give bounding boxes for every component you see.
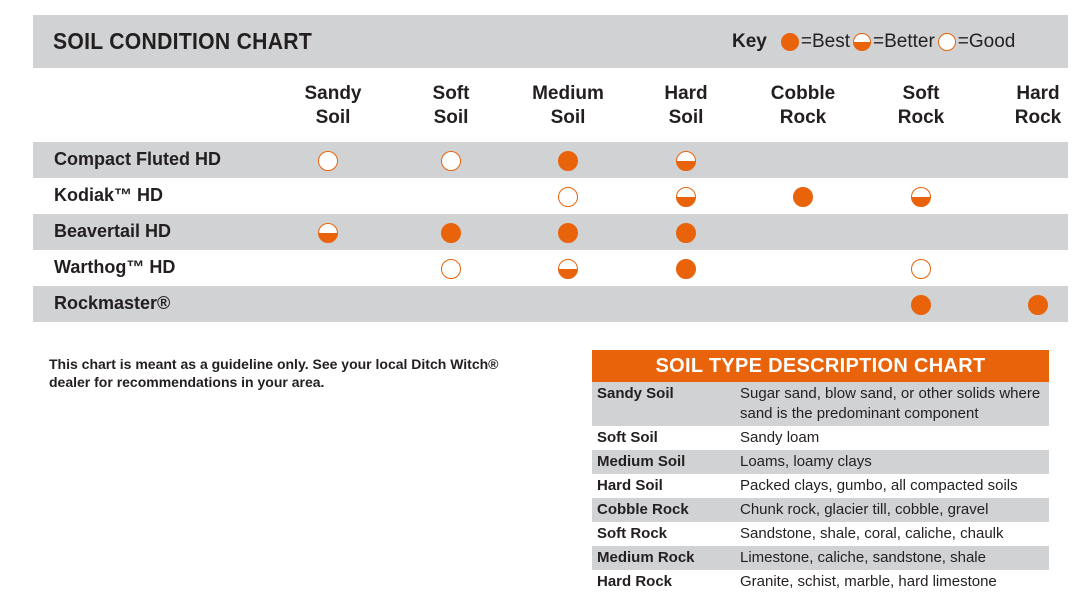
key-best-text: =Best <box>800 31 850 52</box>
rating-cell <box>676 259 696 279</box>
column-header <box>866 82 976 130</box>
description-row <box>592 522 1049 546</box>
description-row <box>592 570 1049 594</box>
rating-cell <box>441 259 461 279</box>
soil-type-name: Medium Soil <box>597 453 686 470</box>
column-header-line: Soil <box>433 107 469 128</box>
column-headers <box>0 82 1082 132</box>
description-rows <box>592 382 1049 594</box>
description-row <box>592 498 1049 522</box>
full-circle-icon <box>781 33 799 51</box>
column-header <box>513 82 623 130</box>
soil-type-description: Sugar sand, blow sand, or other solids where sand is the predominant component <box>740 385 1041 422</box>
column-header-line: Sandy <box>304 83 362 104</box>
column-header <box>748 82 858 130</box>
description-row <box>592 382 1049 426</box>
row-label: Rockmaster® <box>54 293 171 313</box>
guideline-note: This chart is meant as a guideline only. See your local Ditch Witch® dealer for recommendations in your area. <box>49 356 499 390</box>
rating-cell <box>558 259 578 279</box>
half-circle-icon <box>853 33 871 51</box>
description-row <box>592 450 1049 474</box>
rating-cell <box>1028 295 1048 315</box>
column-header <box>631 82 741 130</box>
soil-type-name: Cobble Rock <box>597 501 689 518</box>
column-header-line: Hard <box>664 83 708 104</box>
rating-cell <box>911 259 931 279</box>
column-header-line: Soil <box>315 107 351 128</box>
description-row <box>592 546 1049 570</box>
row-label: Beavertail HD <box>54 221 172 241</box>
full-circle-icon <box>1028 295 1048 315</box>
soil-type-description-chart <box>592 350 1049 594</box>
condition-row <box>33 142 1068 178</box>
condition-row <box>33 286 1068 322</box>
soil-type-name: Medium Rock <box>597 549 695 566</box>
rating-cell <box>676 187 696 207</box>
rating-cell <box>558 223 578 243</box>
key-good-text: =Good <box>957 31 1016 52</box>
rating-cell <box>676 151 696 171</box>
soil-type-name: Soft Soil <box>597 429 658 446</box>
column-header-line: Rock <box>897 107 945 128</box>
full-circle-icon <box>558 223 578 243</box>
soil-type-name: Hard Soil <box>597 477 663 494</box>
key-better-text: =Better <box>872 31 935 52</box>
condition-row <box>33 214 1068 250</box>
row-label: Warthog™ HD <box>54 257 176 277</box>
column-header-line: Medium <box>532 83 604 104</box>
column-header-line: Rock <box>779 107 827 128</box>
condition-row <box>33 250 1068 286</box>
rating-key <box>732 29 1015 55</box>
column-header <box>396 82 506 130</box>
soil-type-name: Soft Rock <box>597 525 668 542</box>
key-label: Key <box>732 31 767 52</box>
rating-cell <box>911 295 931 315</box>
key-item-better <box>853 31 935 53</box>
rating-cell <box>318 223 338 243</box>
description-chart-title: SOIL TYPE DESCRIPTION CHART <box>592 350 1049 382</box>
empty-circle-icon <box>558 187 578 207</box>
column-header <box>983 82 1082 130</box>
rating-cell <box>441 223 461 243</box>
chart-title: SOIL CONDITION CHART <box>53 28 313 54</box>
soil-type-description: Sandy loam <box>740 429 820 446</box>
empty-circle-icon <box>938 33 956 51</box>
soil-type-description: Limestone, caliche, sandstone, shale <box>740 549 986 566</box>
rating-cell <box>793 187 813 207</box>
soil-type-description: Loams, loamy clays <box>740 453 872 470</box>
rating-cell <box>318 151 338 171</box>
soil-type-description: Granite, schist, marble, hard limestone <box>740 573 997 590</box>
description-row <box>592 426 1049 450</box>
column-header <box>278 82 388 130</box>
description-row <box>592 474 1049 498</box>
chart-header <box>33 15 1068 68</box>
full-circle-icon <box>793 187 813 207</box>
soil-type-description: Chunk rock, glacier till, cobble, gravel <box>740 501 989 518</box>
empty-circle-icon <box>911 259 931 279</box>
rating-cell <box>911 187 931 207</box>
empty-circle-icon <box>441 151 461 171</box>
half-circle-icon <box>318 223 338 243</box>
empty-circle-icon <box>441 259 461 279</box>
column-header-line: Cobble <box>770 83 836 104</box>
row-label: Kodiak™ HD <box>54 185 164 205</box>
soil-type-name: Sandy Soil <box>597 385 674 402</box>
full-circle-icon <box>441 223 461 243</box>
row-label: Compact Fluted HD <box>54 149 222 169</box>
key-item-best <box>781 31 850 53</box>
full-circle-icon <box>558 151 578 171</box>
soil-type-name: Hard Rock <box>597 573 673 590</box>
rating-cell <box>676 223 696 243</box>
soil-type-description: Packed clays, gumbo, all compacted soils <box>740 477 1018 494</box>
half-circle-icon <box>558 259 578 279</box>
rating-cell <box>441 151 461 171</box>
column-header-line: Hard <box>1016 83 1060 104</box>
full-circle-icon <box>911 295 931 315</box>
column-header-line: Soft <box>432 83 470 104</box>
half-circle-icon <box>911 187 931 207</box>
column-header-line: Soft <box>902 83 940 104</box>
full-circle-icon <box>676 223 696 243</box>
soil-type-description: Sandstone, shale, coral, caliche, chaulk <box>740 525 1004 542</box>
condition-row <box>33 178 1068 214</box>
rating-cell <box>558 187 578 207</box>
column-header-line: Soil <box>550 107 586 128</box>
full-circle-icon <box>676 259 696 279</box>
column-header-line: Soil <box>668 107 704 128</box>
empty-circle-icon <box>318 151 338 171</box>
half-circle-icon <box>676 187 696 207</box>
key-item-good <box>938 31 1016 53</box>
column-header-line: Rock <box>1014 107 1062 128</box>
rating-cell <box>558 151 578 171</box>
half-circle-icon <box>676 151 696 171</box>
